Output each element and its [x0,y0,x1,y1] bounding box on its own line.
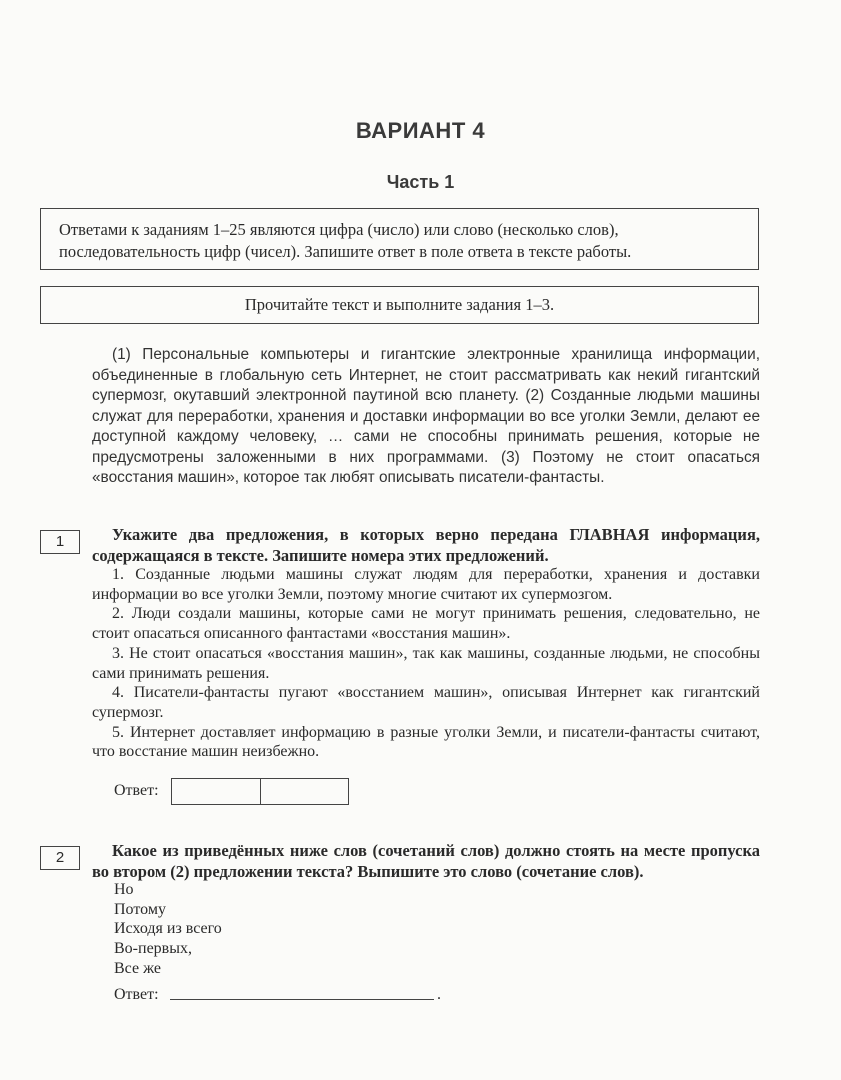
task-1-option-2: 2. Люди создали машины, которые сами не могут принимать решения, следовательно, не стоит опасаться описанного фантастами «восстания машин». [92,605,760,643]
task-2-word-2: Потому [114,900,166,918]
task-1-answer-label: Ответ: [114,782,159,799]
task-2-word-4: Во-первых, [114,940,192,958]
task-2-question: Какое из приведённых ниже слов (сочетаний слов) должно стоять на месте пропуска во втором (2) предложении текста? Выпишите это слово (сочетание слов). [92,841,760,881]
task-1-number: 1 [40,530,80,554]
task-2-word-list [114,880,222,979]
task-2-answer-period: . [437,986,441,1003]
instructions-box: Ответами к заданиям 1–25 являются цифра (число) или слово (несколько слов), последовательность цифр (чисел). Запишите ответ в поле ответа в тексте работы. [40,208,759,270]
task-2-word-3: Исходя из всего [114,920,222,938]
variant-title: ВАРИАНТ 4 [355,118,486,143]
task-1-options [92,565,760,762]
read-prompt-box: Прочитайте текст и выполните задания 1–3. [40,286,759,324]
task-2-answer-line[interactable] [170,999,434,1000]
task-2-word-1: Но [114,881,134,898]
task-1-option-3: 3. Не стоит опасаться «восстания машин», так как машины, созданные людьми, не способны сами принимать решения. [92,644,760,682]
answer-cell-1[interactable] [172,779,260,804]
task-1-option-4: 4. Писатели-фантасты пугают «восстанием машин», описывая Интернет как гигантский супермозг. [92,684,760,721]
task-2-answer-label: Ответ: [114,986,159,1003]
answer-cell-2[interactable] [260,779,348,804]
task-1-option-1: 1. Созданные людьми машины служат людям для переработки, хранения и доставки информации во все уголки Земли, поэтому многие считают их супермозгом. [92,566,760,603]
part-title: Часть 1 [386,172,455,192]
task-1-answer-cells [171,778,349,805]
task-2-word-5: Все же [114,959,162,977]
task-1-question: Укажите два предложения, в которых верно передана ГЛАВНАЯ информация, содержащаяся в тексте. Запишите номера этих предложений. [92,525,760,565]
task-1-option-5: 5. Интернет доставляет информацию в разные уголки Земли, и писатели-фантасты считают, что восстание машин неизбежно. [92,723,760,761]
reading-passage: (1) Персональные компьютеры и гигантские электронные хранилища информации, объединенные в глобальную сеть Интернет, не стоит рассматривать как некий гигантский супермозг, окутавший электронной паутиной всю планету. (2) Созданные людьми машины служат для переработки, хранения и доставки информации во все уголки Земли, делают ее доступной каждому человеку, … сами не способны принимать решения, которые не предусмотрены заложенными в них программами. (3) Поэтому не стоит опасаться «восстания машин», которое так любят описывать писатели-фантасты. [92,346,760,486]
task-2-number: 2 [40,846,80,870]
